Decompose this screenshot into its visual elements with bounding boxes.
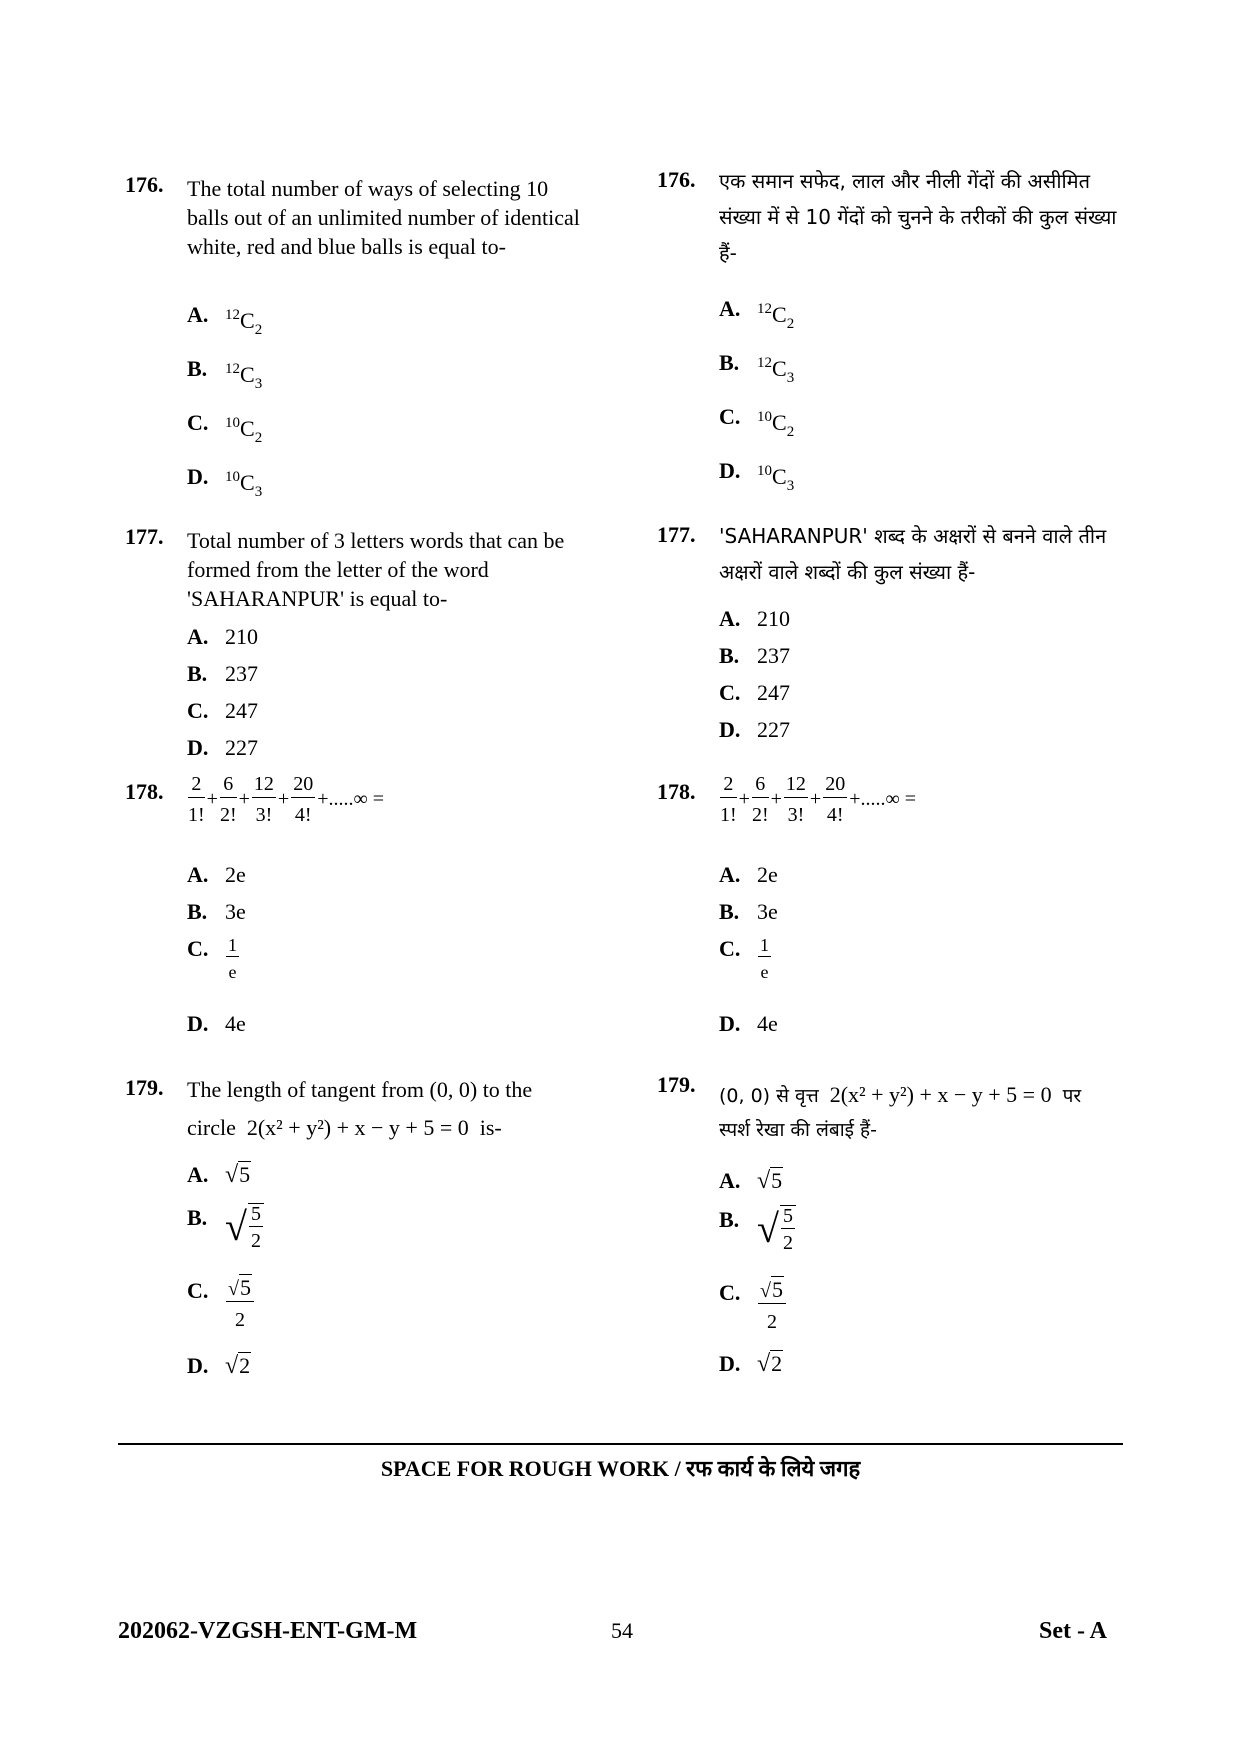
option-c: C. $^{10}C_2$ bbox=[719, 404, 795, 440]
question-text: 'SAHARANPUR' शब्द के अक्षरों से बनने वाले तीन अक्षरों वाले शब्दों की कुल संख्या हैं- bbox=[719, 524, 1107, 584]
series-expression: $\frac{2}{1!}$ + $\frac{6}{2!}$ + $\frac{12}{3!}$ + $\frac{20}{4!}$ +.....∞ = bbox=[188, 773, 385, 826]
option-d: D. 4e bbox=[719, 1011, 778, 1036]
question-number: 176. bbox=[125, 172, 164, 197]
question-number: 177. bbox=[125, 524, 164, 549]
question-text: Total number of 3 letters words that can be formed from the letter of the word 'SAHARANPUR' is equal to- bbox=[187, 528, 565, 611]
option-a: A. √5 bbox=[719, 1168, 783, 1194]
option-c: C. 247 bbox=[719, 680, 790, 705]
divider-line bbox=[118, 1443, 1123, 1445]
fraction: $\frac{6}{2!}$ bbox=[219, 773, 237, 826]
option-b: B. $^{12}C_3$ bbox=[719, 350, 795, 386]
question-number: 177. bbox=[657, 522, 696, 547]
option-c: C. $\frac{1}{e}$ bbox=[719, 935, 769, 982]
question-text: एक समान सफेद, लाल और नीली गेंदों की असीमित संख्या में से 10 गेंदों को चुनने के तरीकों की कुल संख्या हैं- bbox=[719, 169, 1117, 265]
option-a: A. 210 bbox=[719, 606, 790, 631]
option-b: B. 237 bbox=[719, 643, 790, 668]
series-expression: $\frac{2}{1!}$ + $\frac{6}{2!}$ + $\frac{12}{3!}$ + $\frac{20}{4!}$ +.....∞ = bbox=[720, 773, 917, 826]
question-number: 179. bbox=[657, 1072, 696, 1097]
fraction: $\frac{6}{2!}$ bbox=[751, 773, 769, 826]
fraction: $\frac{12}{3!}$ bbox=[785, 773, 806, 826]
option-c: C. $^{10}C_2$ bbox=[187, 410, 263, 446]
fraction: $\frac{12}{3!}$ bbox=[253, 773, 274, 826]
question-text: The total number of ways of selecting 10 balls out of an unlimited number of identical white, red and blue balls is equal to- bbox=[187, 176, 580, 259]
option-a: A. 210 bbox=[187, 624, 258, 649]
option-d: D. $^{10}C_3$ bbox=[187, 464, 263, 500]
option-b: B. √ $\frac{5}{2}$ bbox=[719, 1207, 797, 1255]
option-d: D. √2 bbox=[719, 1351, 783, 1377]
question-text: (0, 0) से वृत्त 2(x² + y²) + x − y + 5 = 0 पर स्पर्श रेखा की लंबाई हैं- bbox=[719, 1082, 1082, 1141]
option-b: B. 3e bbox=[187, 899, 246, 924]
option-b: B. 3e bbox=[719, 899, 778, 924]
option-c: C. $\frac{√5}{2}$ bbox=[719, 1280, 787, 1332]
option-a: A. 2e bbox=[719, 862, 778, 887]
fraction: $\frac{20}{4!}$ bbox=[825, 773, 846, 826]
option-b: B. 237 bbox=[187, 661, 258, 686]
question-number: 178. bbox=[657, 779, 696, 804]
set-label: Set - A bbox=[1039, 1618, 1107, 1644]
question-number: 176. bbox=[657, 167, 696, 192]
option-d: D. 4e bbox=[187, 1011, 246, 1036]
option-a: A. $^{12}C_2$ bbox=[719, 296, 795, 332]
fraction: $\frac{2}{1!}$ bbox=[720, 773, 737, 826]
question-number: 179. bbox=[125, 1075, 164, 1100]
fraction: $\frac{2}{1!}$ bbox=[188, 773, 205, 826]
option-c: C. $\frac{√5}{2}$ bbox=[187, 1278, 255, 1330]
option-d: D. $^{10}C_3$ bbox=[719, 458, 795, 494]
paper-code: 202062-VZGSH-ENT-GM-M bbox=[118, 1618, 418, 1644]
option-d: D. √2 bbox=[187, 1353, 251, 1379]
option-b: B. $^{12}C_3$ bbox=[187, 356, 263, 392]
option-a: A. $^{12}C_2$ bbox=[187, 302, 263, 338]
rough-work-label: SPACE FOR ROUGH WORK / रफ कार्य के लिये जगह bbox=[380, 1456, 861, 1481]
option-c: C. $\frac{1}{e}$ bbox=[187, 935, 237, 982]
option-d: D. 227 bbox=[719, 717, 790, 742]
circle-equation: 2(x² + y²) + x − y + 5 = 0 bbox=[246, 1115, 469, 1140]
option-d: D. 227 bbox=[187, 735, 258, 760]
option-c: C. 247 bbox=[187, 698, 258, 723]
question-number: 178. bbox=[125, 779, 164, 804]
option-b: B. √ $\frac{5}{2}$ bbox=[187, 1205, 265, 1253]
option-a: A. 2e bbox=[187, 862, 246, 887]
page-number: 54 bbox=[611, 1618, 633, 1643]
fraction: $\frac{20}{4!}$ bbox=[293, 773, 314, 826]
option-a: A. √5 bbox=[187, 1162, 251, 1188]
circle-equation: 2(x² + y²) + x − y + 5 = 0 bbox=[829, 1082, 1052, 1107]
question-text: The length of tangent from (0, 0) to the circle 2(x² + y²) + x − y + 5 = 0 is- bbox=[187, 1077, 533, 1140]
